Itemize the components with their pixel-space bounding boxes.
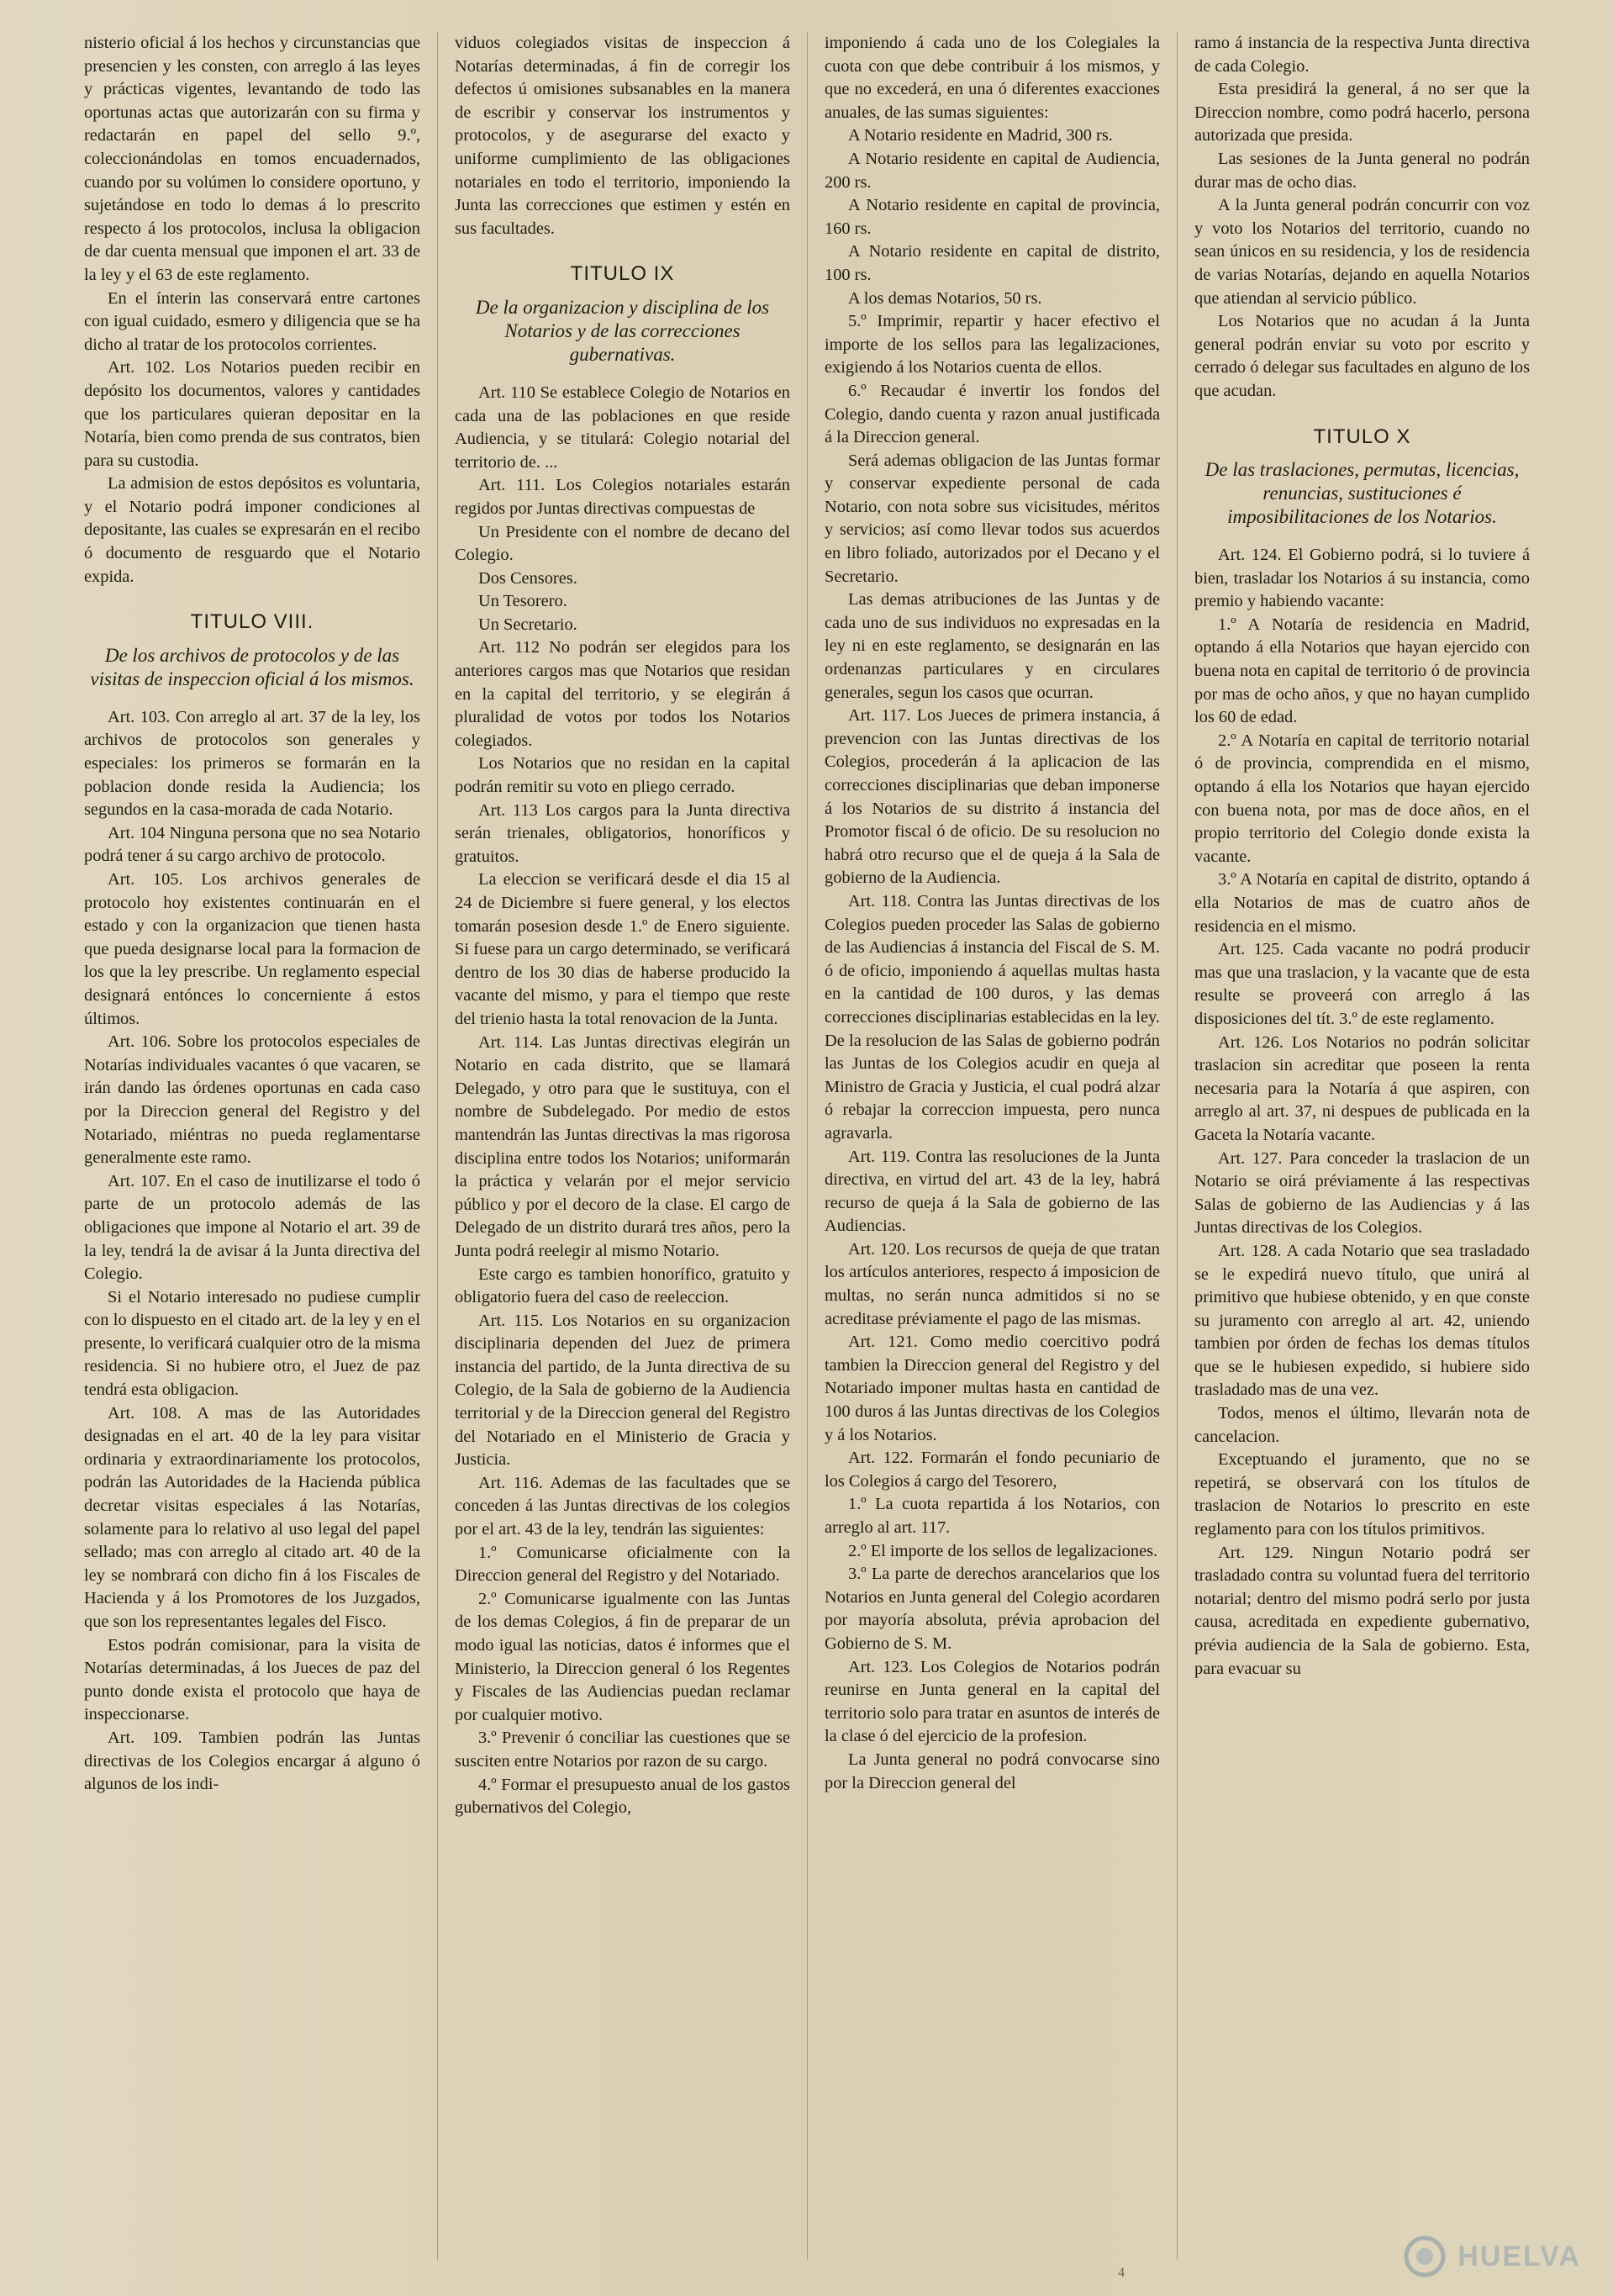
paragraph: Art. 109. Tambien podrán las Juntas directivas de los Colegios encargar á alguno ó algunos de los indi-	[84, 1728, 420, 1794]
page-number: 4	[1118, 2266, 1125, 2280]
paragraph: Esta presidirá la general, á no ser que la Direccion nombre, como podrá hacerlo, persona autorizada que presida.	[1194, 80, 1530, 145]
paragraph: viduos colegiados visitas de inspeccion á Notarías determinadas, á fin de corregir los defectos ú omisiones subsanables en la manera de escribir y conservar los instrumentos y protocolos, y de asegurarse del exacto y uniforme cumplimiento de las obligaciones notariales en todo el territorio, imponiendo la Junta las correcciones que estimen y estén en sus facultades.	[455, 34, 790, 238]
paragraph: 2.º A Notaría en capital de territorio notarial ó de provincia, comprendida en el mismo, optando á ella los Notarios que hayan ejercido con buena nota, por mas de doce años, en el propio territorio del Colegio donde exista la vacante.	[1194, 731, 1530, 866]
paragraph: Art. 112 No podrán ser elegidos para los anteriores cargos mas que Notarios que residan en la capital del territorio, y se elegirán á pluralidad de votos por todos los Notarios colegiados.	[455, 638, 790, 750]
paragraph: Dos Censores.	[478, 568, 577, 588]
paragraph: En el ínterin las conservará entre cartones con igual cuidado, esmero y diligencia que se ha dicho al tratar de los protocolos corrientes.	[84, 288, 420, 354]
paragraph: ramo á instancia de la respectiva Junta directiva de cada Colegio.	[1194, 34, 1530, 76]
paragraph: Los Notarios que no residan en la capital podrán remitir su voto en pliego cerrado.	[455, 754, 790, 797]
paragraph: Art. 111. Los Colegios notariales estarán regidos por Juntas directivas compuestas de	[455, 476, 790, 518]
paragraph: Art. 119. Contra las resoluciones de la Junta directiva, en virtud del art. 43 de la ley, habrá recurso de queja á la Sala de gobierno de las Audiencias.	[825, 1147, 1160, 1236]
paragraph: Art. 129. Ningun Notario podrá ser trasladado contra su voluntad fuera del territorio notarial; dentro del mismo podrá serlo por justa causa, acreditada en expediente gubernativo, prévia audiencia de la Sala de gobierno. Esta, para evacuar su	[1194, 1543, 1530, 1678]
paragraph: La admision de estos depósitos es voluntaria, y el Notario podrá imponer condiciones al depositante, las cuales se expresarán en el recibo ó documento de resguardo que el Notario expida.	[84, 474, 420, 586]
paragraph: imponiendo á cada uno de los Colegiales la cuota con que debe contribuir á los mismos, y que no excederá, en una ó diferentes exacciones anuales, de las sumas siguientes:	[825, 34, 1160, 122]
paragraph: A Notario residente en capital de Audiencia, 200 rs.	[825, 149, 1160, 192]
paragraph: Art. 127. Para conceder la traslacion de un Notario se oirá préviamente á las respectivas Salas de gobierno de las Audiencias y á las Juntas directivas de los Colegios.	[1194, 1148, 1530, 1238]
paragraph: 2.º Comunicarse igualmente con las Juntas de los demas Colegios, á fin de preparar de un modo igual las noticias, datos é informes que el Ministerio, la Direccion general ó los Regentes y Fiscales de las Audiencias puedan reclamar por cualquier motivo.	[455, 1589, 790, 1724]
section-subtitle: De la organizacion y disciplina de los Notarios y de las correcciones gubernativas.	[475, 296, 770, 365]
paragraph: 5.º Imprimir, repartir y hacer efectivo el importe de los sellos para las legalizaciones, exigiendo á los Notarios cuenta de ellos.	[825, 312, 1160, 377]
column-1	[67, 32, 437, 2260]
paragraph: Art. 128. A cada Notario que sea trasladado se le expedirá nuevo título, que unirá al primitivo que hubiese obtenido, y en que conste su juramento con arreglo al art. 42, uniendo tambien por órden de fechas los demas títulos que se le hubiesen expedido, si hubiere sido trasladado mas de una vez.	[1194, 1241, 1530, 1400]
logo-text: HUELVA	[1457, 2240, 1581, 2272]
text-columns	[67, 32, 1588, 2260]
section-title: TITULO X	[1313, 425, 1411, 448]
paragraph: Art. 121. Como medio coercitivo podrá tambien la Direccion general del Registro y del Notariado imponer multas hasta en cantidad de 100 duros á las Juntas directivas de los Colegios y á los Notarios.	[825, 1333, 1160, 1444]
paragraph: Art. 118. Contra las Juntas directivas de los Colegios pueden proceder las Salas de gobierno de las Audiencias á instancia del Fiscal de S. M. ó de oficio, imponiendo á aquellas multas hasta en la cantidad de 100 duros, y las demas correcciones disciplinarias establecidas en la ley. De la resolucion de las Salas de gobierno podrán las Juntas de los Colegios acudir en queja al Ministro de Gracia y Justicia, el cual podrá alzar ó rebajar la correccion impuesta, pero nunca agravarla.	[825, 891, 1160, 1143]
section-title: TITULO VIII.	[190, 610, 314, 634]
paragraph: Art. 124. El Gobierno podrá, si lo tuviere á bien, trasladar los Notarios á su instancia, como premio y habiendo vacante:	[1194, 546, 1530, 611]
paragraph: Art. 102. Los Notarios pueden recibir en depósito los documentos, valores y cantidades que los particulares quieran depositar en la Notaría, bien como prenda de sus contratos, bien para su custodia.	[84, 358, 420, 470]
paragraph: Art. 114. Las Juntas directivas elegirán un Notario en cada distrito, que se llamará Delegado, y otro para que le sustituya, con el nombre de Subdelegado. Por medio de estos mantendrán las Juntas directivas la mas rigorosa disciplina entre todos los Notarios; uniformarán la práctica y velarán por el mejor servicio público y por el decoro de la clase. El cargo de Delegado de un distrito durará tres años, pero la Junta podrá reelegir al mismo Notario.	[455, 1032, 790, 1260]
paragraph: A Notario residente en Madrid, 300 rs.	[848, 126, 1113, 145]
paragraph: 6.º Recaudar é invertir los fondos del Colegio, dando cuenta y razon anual justificada á la Direccion general.	[825, 381, 1160, 447]
paragraph: A los demas Notarios, 50 rs.	[848, 288, 1042, 308]
paragraph: Un Presidente con el nombre de decano del Colegio.	[455, 522, 790, 565]
paragraph: 2.º El importe de los sellos de legalizaciones.	[848, 1541, 1158, 1560]
column-3	[807, 32, 1177, 2260]
paragraph: Art. 110 Se establece Colegio de Notarios en cada una de las poblaciones en que reside Audiencia, y se titulará: Colegio notarial del territorio de. ...	[455, 383, 790, 472]
column-2	[437, 32, 807, 2260]
paragraph: Art. 107. En el caso de inutilizarse el todo ó parte de un protocolo además de las obligaciones que impone al Notario el art. 39 de la ley, tendrá la de avisar á la Junta directiva del Colegio.	[84, 1171, 420, 1284]
paragraph: 1.º La cuota repartida á los Notarios, con arreglo al art. 117.	[825, 1495, 1160, 1537]
paragraph: Art. 123. Los Colegios de Notarios podrán reunirse en Junta general en la capital del territorio solo para tratar en asuntos de interés de la clase ó del ejercicio de la profesion.	[825, 1657, 1160, 1746]
paragraph: 3.º Prevenir ó conciliar las cuestiones que se susciten entre Notarios por razon de su cargo.	[455, 1729, 790, 1771]
paragraph: A la Junta general podrán concurrir con voz y voto los Notarios del territorio, cuando no sean únicos en su residencia, y los de residencia de varias Notarías, dejando en aquella Notarios que atiendan al servicio público.	[1194, 196, 1530, 308]
paragraph: nisterio oficial á los hechos y circunstancias que presencien y les consten, con arreglo á las leyes y prácticas vigentes, levantando de todo las oportunas actas que autorizarán con su firma y redactarán en papel del sello 9.º, coleccionándolas en tomos encuadernados, cuando por su volúmen lo considere oportuno, y sujetándose en todo lo demas á lo prescrito respecto á los protocolos, inclusa la obligacion de dar cuenta mensual que imponen el art. 33 de la ley y el 63 de este reglamento.	[84, 34, 420, 284]
paragraph: Las sesiones de la Junta general no podrán durar mas de ocho dias.	[1194, 149, 1530, 192]
paragraph: 1.º A Notaría de residencia en Madrid, optando á ella Notarios que hayan ejercido con buena nota en capital de territorio ó de provincia por mas de ocho años, y que no hayan cumplido los 60 de edad.	[1194, 615, 1530, 727]
paragraph: Art. 106. Sobre los protocolos especiales de Notarías individuales vacantes ó que vacaren, se irán dando las órdenes oportunas en cada caso por la Direccion general del Registro y del Notariado, miéntras no pueda reglamentarse generalmente este ramo.	[84, 1032, 420, 1168]
paragraph: Art. 115. Los Notarios en su organizacion disciplinaria dependen del Juez de primera instancia del partido, de la Junta directiva de su Colegio, de la Sala de gobierno de la Audiencia territorial y de la Direccion general del Registro del Notariado en el Ministerio de Gracia y Justicia.	[455, 1311, 790, 1470]
paragraph: Un Secretario.	[478, 615, 577, 634]
section-subtitle: De las traslaciones, permutas, licencias, renuncias, sustituciones é imposibilitaciones de los Notarios.	[1204, 459, 1520, 528]
logo-mark-icon	[1402, 2234, 1451, 2279]
paragraph: 1.º Comunicarse oficialmente con la Direccion general del Registro y del Notariado.	[455, 1543, 790, 1586]
paragraph: Exceptuando el juramento, que no se repetirá, se observará con los títulos de traslacion de Notarios lo prescrito en este reglamento para con los títulos primitivos.	[1194, 1450, 1530, 1539]
paragraph: Art. 104 Ninguna persona que no sea Notario podrá tener á su cargo archivo de protocolo.	[84, 823, 420, 866]
paragraph: La Junta general no podrá convocarse sino por la Direccion general del	[825, 1750, 1160, 1792]
paragraph: Art. 126. Los Notarios no podrán solicitar traslacion sin acreditar que poseen la renta necesaria para la Notaría á que aspiren, con arreglo al art. 37, ni despues de publicada en la Gaceta la Notaría vacante.	[1194, 1032, 1530, 1144]
paragraph: Art. 120. Los recursos de queja de que tratan los artículos anteriores, respecto á imposicion de multas, no serán nunca admitidos si no se acreditase préviamente el pago de las mismas.	[825, 1239, 1160, 1328]
paragraph: Será ademas obligacion de las Juntas formar y conservar expediente personal de cada Notario, con nota sobre sus vicisitudes, méritos y servicios; así como llevar todos sus acuerdos en libro foliado, autorizados por el Decano y el Secretario.	[825, 451, 1160, 586]
section-subtitle: De los archivos de protocolos y de las visitas de inspeccion oficial á los mismos.	[90, 644, 414, 689]
paragraph: Art. 116. Ademas de las facultades que se conceden á las Juntas directivas de los colegios por el art. 43 de la ley, tendrán las siguientes:	[455, 1473, 790, 1539]
paragraph: Art. 103. Con arreglo al art. 37 de la ley, los archivos de protocolos son generales y especiales: los primeros se formarán en la poblacion donde resida la Audiencia; los segundos en la casa-morada de cada Notario.	[84, 707, 420, 820]
paragraph: Todos, menos el último, llevarán nota de cancelacion.	[1194, 1404, 1530, 1446]
paragraph: Art. 117. Los Jueces de primera instancia, á prevencion con las Juntas directivas de los Colegios, procederán á la aplicacion de las correcciones disciplinarias que deban imponerse á los Notarios de su distrito á instancia del Promotor fiscal ó de oficio. De su resolucion no habrá otro recurso que el de queja á la Sala de gobierno de la Audiencia.	[825, 706, 1160, 888]
paragraph: 4.º Formar el presupuesto anual de los gastos gubernativos del Colegio,	[455, 1775, 790, 1818]
paragraph: Art. 122. Formarán el fondo pecuniario de los Colegios á cargo del Tesorero,	[825, 1449, 1160, 1491]
paragraph: 3.º La parte de derechos arancelarios que los Notarios en Junta general del Colegio acordaren por mayoría absoluta, prévia aprobacion del Gobierno de S. M.	[825, 1565, 1160, 1653]
library-logo	[1371, 2232, 1581, 2281]
paragraph: Si el Notario interesado no pudiese cumplir con lo dispuesto en el citado art. de la ley y en el presente, lo verificará cualquier otro de la misma residencia. Si no hubiere otro, el Juez de paz tendrá esta obligacion.	[84, 1287, 420, 1400]
paragraph: 3.º A Notaría en capital de distrito, optando á ella Notarios de mas de cuatro años de residencia en el mismo.	[1194, 870, 1530, 936]
paragraph: La eleccion se verificará desde el dia 15 al 24 de Diciembre si fuere general, y los electos tomarán posesion desde 1.º de Enero siguiente. Si fuese para un cargo determinado, se verificará dentro de los 30 dias de haberse producido la vacante del mismo, y para el tiempo que reste del trienio hasta la total renovacion de la Junta.	[455, 870, 790, 1028]
paragraph: Un Tesorero.	[478, 592, 567, 611]
paragraph: Art. 105. Los archivos generales de protocolo hoy existentes continuarán en el estado y con la organizacion que tienen hasta que pueda designarse local para la formacion de los que la ley prescribe. Un reglamento especial designará entónces lo concerniente á estos últimos.	[84, 870, 420, 1028]
paragraph: Estos podrán comisionar, para la visita de Notarías determinadas, á los Jueces de paz del punto donde exista el protocolo que haya de inspeccionarse.	[84, 1635, 420, 1724]
column-4	[1177, 32, 1547, 2260]
paragraph: Art. 108. A mas de las Autoridades designadas en el art. 40 de la ley para visitar ordinaria y extraordinariamente los protocolos, podrán las Autoridades de la Hacienda pública decretar visitas especiales á las Notarías, solamente para lo relativo al uso legal del papel sellado; mas con arreglo al citado art. 40 de la ley se nombrará con dicho fin á los Fiscales de Hacienda y á los Promotores de los Juzgados, que son los representantes legales del Fisco.	[84, 1403, 420, 1631]
paragraph: A Notario residente en capital de distrito, 100 rs.	[825, 242, 1160, 284]
paragraph: Los Notarios que no acudan á la Junta general podrán enviar su voto por escrito y cerrado ó delegar sus facultades en alguno de los que acudan.	[1194, 312, 1530, 400]
paragraph: Art. 125. Cada vacante no podrá producir mas que una traslacion, y la vacante que de esta resulte se proveerá con arreglo á las disposiciones del tít. 3.º de este reglamento.	[1194, 940, 1530, 1028]
paragraph: Este cargo es tambien honorífico, gratuito y obligatorio fuera del caso de reeleccion.	[455, 1264, 790, 1307]
paragraph: Art. 113 Los cargos para la Junta directiva serán trienales, obligatorios, honoríficos y gratuitos.	[455, 800, 790, 866]
section-title: TITULO IX	[570, 262, 675, 286]
paragraph: A Notario residente en capital de provincia, 160 rs.	[825, 196, 1160, 238]
paragraph: Las demas atribuciones de las Juntas y de cada uno de sus individuos no expresadas en la ley ni en este reglamento, se designarán en las ordenanzas particulares y en circulares generales, segun los casos que ocurran.	[825, 590, 1160, 702]
